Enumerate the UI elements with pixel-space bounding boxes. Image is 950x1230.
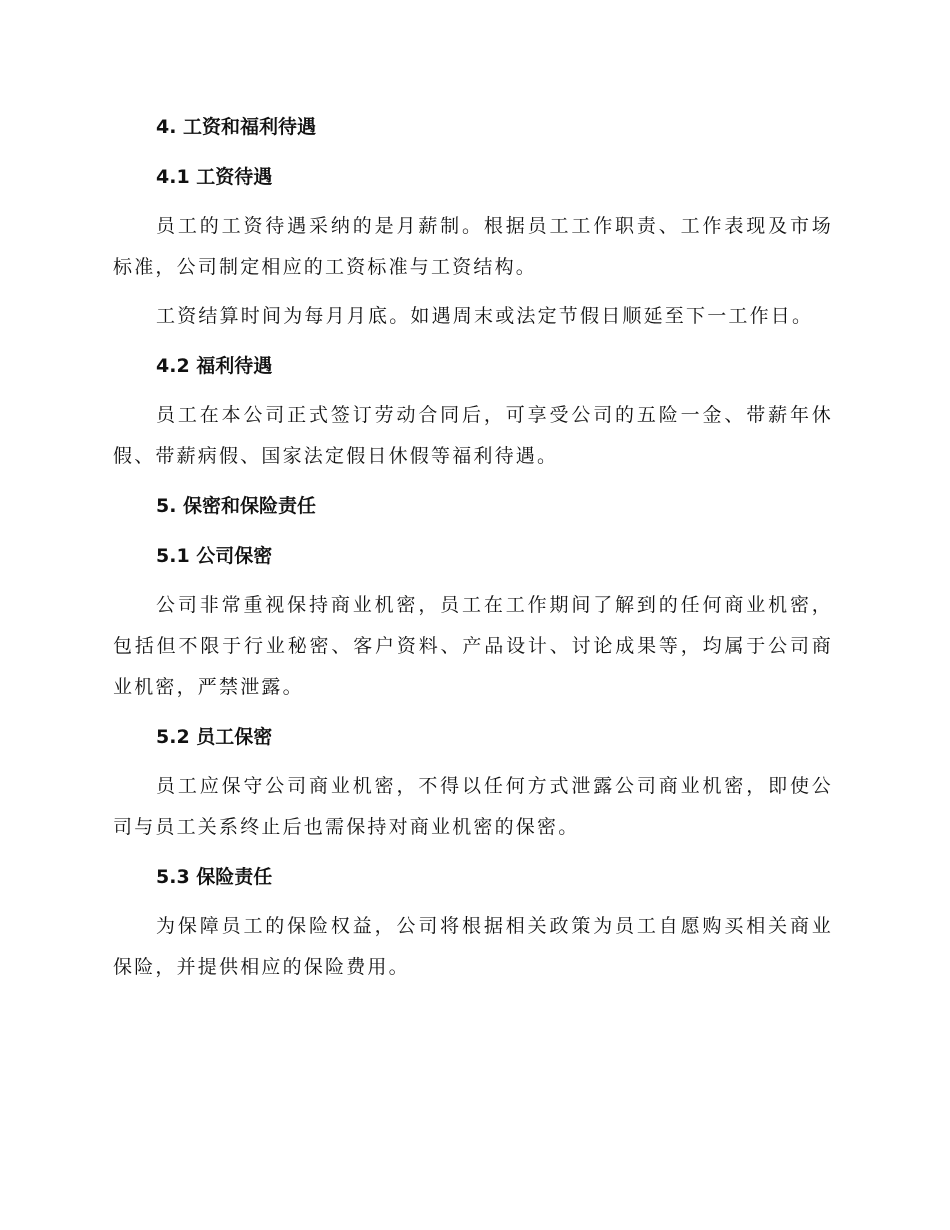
paragraph-wage-settlement: 工资结算时间为每月月底。如遇周末或法定节假日顺延至下一工作日。 <box>156 305 814 327</box>
subsection-heading-insurance: 5.3 保险责任 <box>156 866 273 888</box>
paragraph-wage-system: 员工的工资待遇采纳的是月薪制。根据员工工作职责、工作表现及市场标准，公司制定相应的工资标准与工资结构。 <box>113 215 833 278</box>
section-heading-confidentiality-insurance: 5. 保密和保险责任 <box>156 495 317 517</box>
paragraph-benefits: 员工在本公司正式签订劳动合同后，可享受公司的五险一金、带薪年休假、带薪病假、国家法定假日休假等福利待遇。 <box>113 404 833 467</box>
section-heading-wages-benefits: 4. 工资和福利待遇 <box>156 116 317 138</box>
subsection-heading-wages: 4.1 工资待遇 <box>156 166 273 188</box>
subsection-heading-company-confidentiality: 5.1 公司保密 <box>156 545 273 567</box>
paragraph-employee-confidentiality: 员工应保守公司商业机密，不得以任何方式泄露公司商业机密，即使公司与员工关系终止后也需保持对商业机密的保密。 <box>113 775 833 838</box>
document-body <box>113 106 833 996</box>
paragraph-company-confidentiality: 公司非常重视保持商业机密，员工在工作期间了解到的任何商业机密，包括但不限于行业秘密、客户资料、产品设计、讨论成果等，均属于公司商业机密，严禁泄露。 <box>113 594 833 698</box>
subsection-heading-employee-confidentiality: 5.2 员工保密 <box>156 726 273 748</box>
paragraph-insurance: 为保障员工的保险权益，公司将根据相关政策为员工自愿购买相关商业保险，并提供相应的保险费用。 <box>113 915 833 978</box>
subsection-heading-benefits: 4.2 福利待遇 <box>156 355 273 377</box>
